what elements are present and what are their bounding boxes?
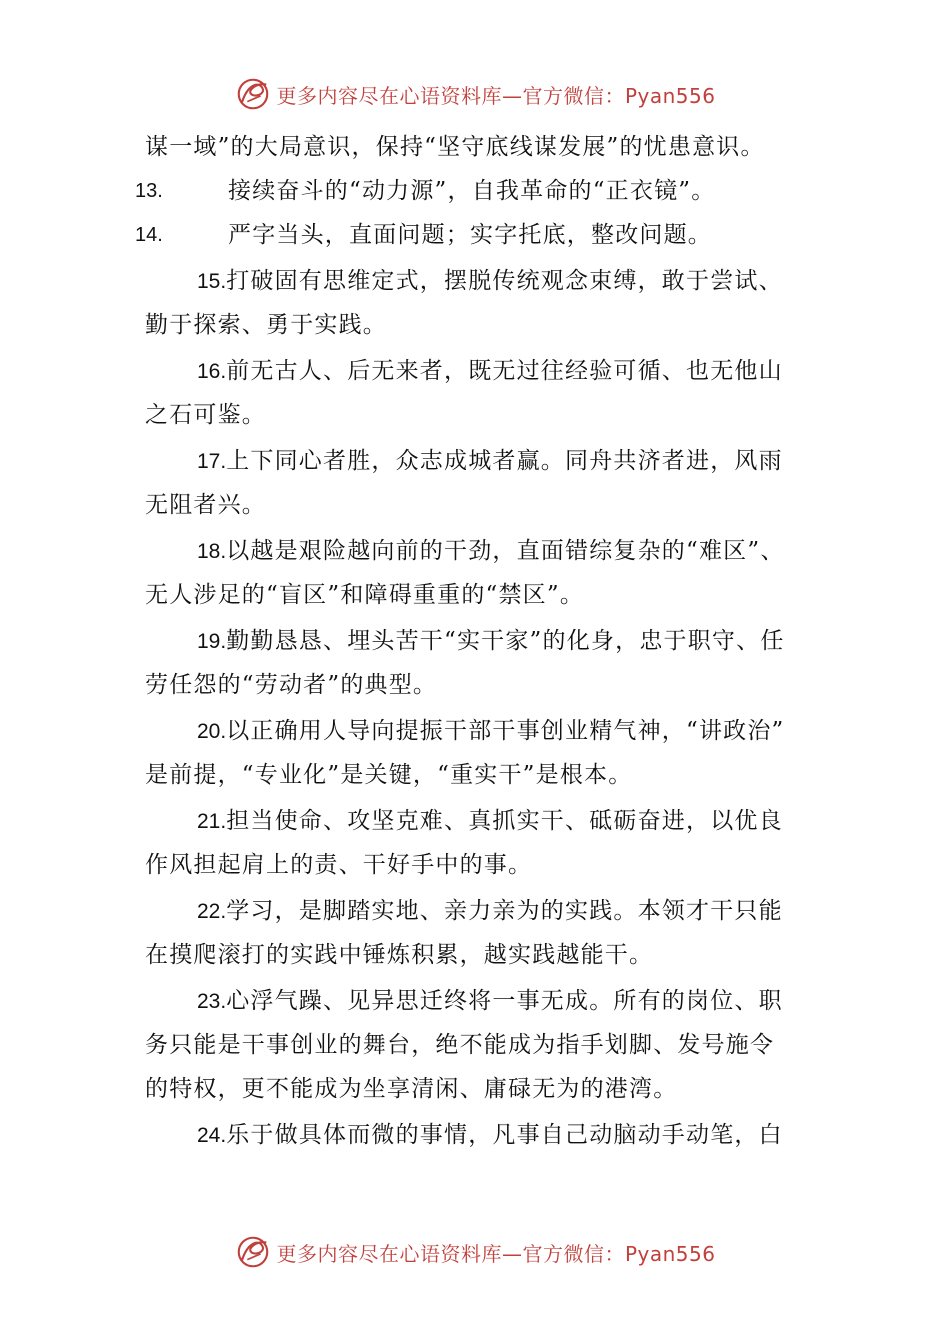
signature-logo-icon [234, 75, 272, 113]
numbered-line [135, 169, 810, 213]
item-line [145, 799, 810, 843]
item-line [145, 1113, 810, 1157]
item-number: 17. [197, 450, 227, 473]
item-line [145, 393, 810, 437]
item-number: 14. [135, 224, 163, 246]
continuation-line: 谋一域”的大局意识，保持“坚守底线谋发展”的忧患意识。 [145, 134, 765, 160]
item-number: 19. [197, 630, 227, 653]
item-text: 以越是艰险越向前的干劲，直面错综复杂的“难区”、 [226, 538, 785, 564]
item-line [145, 709, 810, 753]
item-text: 之石可鉴。 [145, 402, 266, 428]
item-line [145, 1023, 810, 1067]
item-number: 15. [197, 270, 227, 293]
item-list [145, 259, 810, 1157]
list-item [145, 1113, 810, 1157]
item-number: 20. [197, 720, 227, 743]
item-number: 24. [197, 1124, 227, 1147]
item-line [145, 259, 810, 303]
list-item [145, 979, 810, 1111]
item-text: 勤于探索、勇于实践。 [145, 312, 387, 338]
header-text: 更多内容尽在心语资料库—官方微信：Pyan556 [276, 83, 716, 108]
item-number: 22. [197, 900, 227, 923]
item-line [145, 529, 810, 573]
list-item [145, 349, 810, 437]
item-number: 13. [135, 180, 163, 202]
list-item [145, 799, 810, 887]
numbered-line [135, 213, 810, 257]
item-line [145, 483, 810, 527]
footer-banner [0, 1230, 950, 1274]
item-text: 学习，是脚踏实地、亲力亲为的实践。本领才干只能 [226, 898, 783, 924]
list-item [145, 709, 810, 797]
numbered-list [135, 169, 810, 257]
item-line [145, 303, 810, 347]
item-line [145, 573, 810, 617]
list-item [145, 439, 810, 527]
item-line [145, 933, 810, 977]
item-line [145, 349, 810, 393]
item-text: 前无古人、后无来者，既无过往经验可循、也无他山 [226, 358, 783, 384]
item-text: 在摸爬滚打的实践中锤炼积累，越实践越能干。 [145, 942, 654, 968]
item-line [145, 843, 810, 887]
header-banner [0, 72, 950, 116]
item-text: 乐于做具体而微的事情，凡事自己动脑动手动笔，白 [226, 1122, 783, 1148]
item-number: 18. [197, 540, 227, 563]
item-number: 16. [197, 360, 227, 383]
list-item [145, 259, 810, 347]
item-text: 的特权，更不能成为坐享清闲、庸碌无为的港湾。 [145, 1076, 678, 1102]
item-text: 以正确用人导向提振干部干事创业精气神，“讲政治” [226, 718, 785, 744]
item-line [145, 753, 810, 797]
list-item [145, 529, 810, 617]
list-item [145, 889, 810, 977]
item-line [145, 979, 810, 1023]
item-text: 打破固有思维定式，摆脱传统观念束缚，敢于尝试、 [226, 268, 783, 294]
item-text: 上下同心者胜，众志成城者赢。同舟共济者进，风雨 [226, 448, 783, 474]
item-text: 心浮气躁、见异思迁终将一事无成。所有的岗位、职 [226, 988, 783, 1014]
item-text: 勤勤恳恳、埋头苦干“实干家”的化身，忠于职守、任 [226, 628, 785, 654]
item-line [145, 889, 810, 933]
item-text: 严字当头，直面问题；实字托底，整改问题。 [228, 222, 712, 248]
item-line [145, 439, 810, 483]
item-number: 23. [197, 990, 227, 1013]
item-text: 是前提，“专业化”是关键，“重实干”是根本。 [145, 762, 633, 788]
item-text: 无人涉足的“盲区”和障碍重重的“禁区”。 [145, 582, 585, 608]
item-text: 无阻者兴。 [145, 492, 266, 518]
item-number: 21. [197, 810, 227, 833]
item-text: 劳任怨的“劳动者”的典型。 [145, 672, 438, 698]
item-text: 担当使命、攻坚克难、真抓实干、砥砺奋进，以优良 [226, 808, 783, 834]
item-text: 作风担起肩上的责、干好手中的事。 [145, 852, 533, 878]
item-line [145, 1067, 810, 1111]
item-text: 务只能是干事创业的舞台，绝不能成为指手划脚、发号施令 [145, 1032, 775, 1058]
list-item [145, 619, 810, 707]
item-text: 接续奋斗的“动力源”，自我革命的“正衣镜”。 [228, 178, 716, 204]
document-body [135, 125, 810, 1157]
item-line [145, 619, 810, 663]
footer-text: 更多内容尽在心语资料库—官方微信：Pyan556 [276, 1241, 716, 1266]
item-line [145, 663, 810, 707]
signature-logo-icon [234, 1233, 272, 1271]
